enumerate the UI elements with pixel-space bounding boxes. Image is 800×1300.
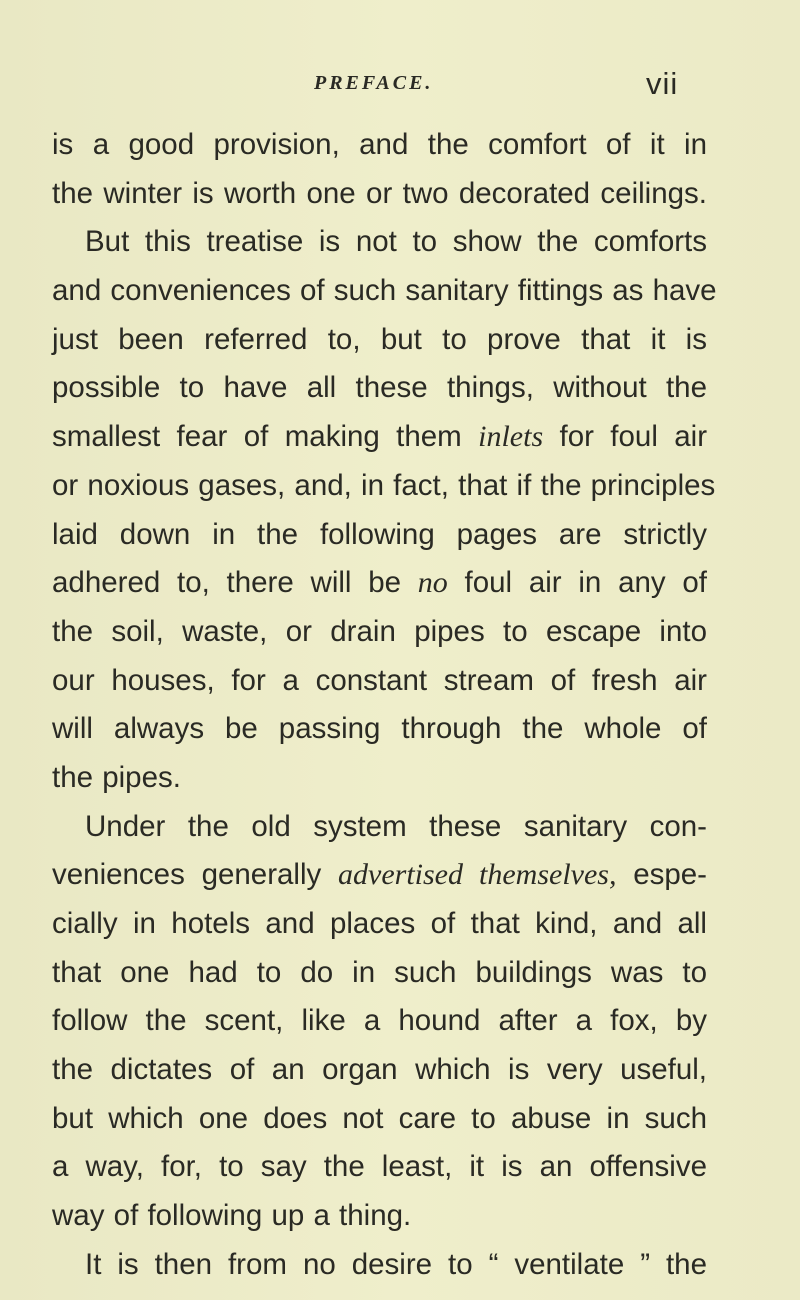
text-line: a way, for, to say the least, it is an offensive	[52, 1150, 707, 1184]
text-line: our houses, for a constant stream of fresh air	[52, 663, 707, 697]
text-line: just been referred to, but to prove that it is	[52, 322, 707, 356]
text-segment: foul air in any of	[464, 566, 707, 600]
text-line: It is then from no desire to “ ventilate ” the	[85, 1247, 707, 1281]
running-head	[0, 66, 800, 106]
text-line: possible to have all these things, without the	[52, 371, 707, 405]
text-segment: adhered to, there will be	[52, 566, 402, 600]
text-line: the dictates of an organ which is very useful,	[52, 1053, 707, 1087]
text-line	[52, 559, 707, 608]
text-segment: for foul air	[559, 420, 708, 454]
text-line: laid down in the following pages are strictly	[52, 517, 707, 551]
text-line	[52, 851, 707, 900]
text-line	[52, 413, 707, 462]
italic-emphasis: inlets	[478, 420, 544, 454]
running-head-title: PREFACE.	[314, 72, 434, 94]
body-text	[52, 121, 717, 1290]
text-line: cially in hotels and places of that kind, and all	[52, 907, 707, 940]
text-line: follow the scent, like a hound after a fox, by	[52, 1004, 707, 1038]
text-line: and conveniences of such sanitary fittings as have	[52, 274, 717, 308]
text-line: the pipes.	[52, 760, 181, 794]
text-line: will always be passing through the whole of	[52, 712, 707, 746]
text-segment: smallest fear of making them	[52, 420, 462, 454]
text-line: the winter is worth one or two decorated ceilings.	[52, 176, 707, 210]
text-line: way of following up a thing.	[52, 1199, 412, 1233]
italic-emphasis: advertised themselves,	[338, 858, 617, 892]
text-line: or noxious gases, and, in fact, that if the principles	[52, 468, 716, 502]
text-segment: espe-	[633, 858, 707, 892]
text-line: Under the old system these sanitary con-	[85, 809, 707, 843]
page-number: vii	[646, 66, 679, 101]
text-line: that one had to do in such buildings was to	[52, 955, 707, 989]
italic-emphasis: no	[417, 566, 448, 600]
text-segment: veniences generally	[52, 858, 322, 892]
text-line: is a good provision, and the comfort of it in	[52, 128, 707, 161]
text-line: the soil, waste, or drain pipes to escape into	[52, 614, 707, 648]
text-line: but which one does not care to abuse in such	[52, 1101, 707, 1135]
text-line: But this treatise is not to show the comforts	[85, 225, 707, 259]
